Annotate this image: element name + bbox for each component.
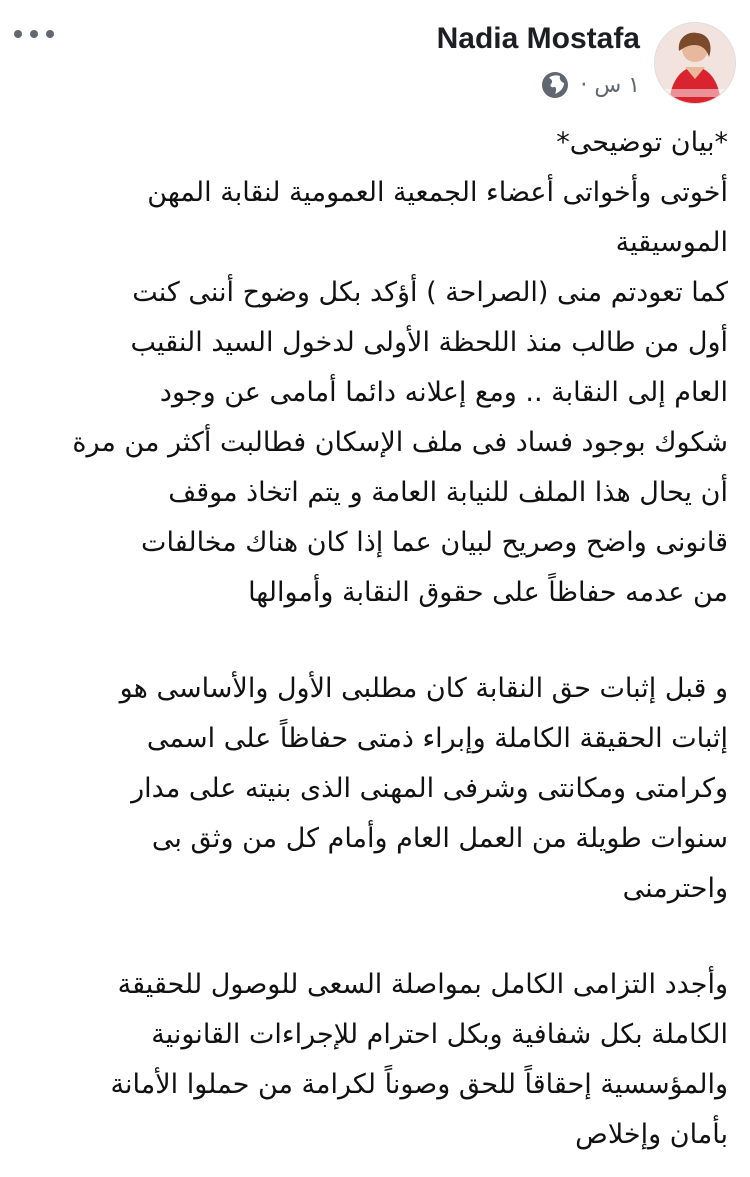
- text-line: و قبل إثبات حق النقابة كان مطلبى الأول والأساسى هو: [119, 673, 728, 704]
- globe-icon[interactable]: [540, 70, 570, 100]
- more-options-icon[interactable]: [14, 22, 54, 46]
- text-line: الموسيقية: [615, 227, 728, 258]
- post-text: [24, 118, 728, 1160]
- text-line: شكوك بوجود فساد فى ملف الإسكان فطالبت أكثر من مرة: [72, 427, 728, 458]
- more-dot: [14, 30, 22, 38]
- author-name[interactable]: Nadia Mostafa: [436, 22, 640, 55]
- more-dot: [46, 30, 54, 38]
- text-line: أن يحال هذا الملف للنيابة العامة و يتم اتخاذ موقف: [168, 477, 728, 508]
- post-time[interactable]: ١ س ·: [580, 72, 640, 98]
- more-dot: [30, 30, 38, 38]
- text-line: قانونى واضح وصريح لبيان عما إذا كان هناك مخالفات: [141, 527, 728, 558]
- text-line: بأمان وإخلاص: [575, 1119, 728, 1150]
- post-meta: [540, 70, 640, 100]
- text-line: واحترمنى: [622, 873, 728, 904]
- avatar[interactable]: [654, 22, 736, 104]
- text-line: الكاملة بكل شفافية وبكل احترام للإجراءات القانونية: [151, 1019, 728, 1050]
- paragraph-gap: [24, 618, 728, 664]
- text-line: إثبات الحقيقة الكاملة وإبراء ذمتى حفاظاً على اسمى: [146, 723, 728, 754]
- text-line: العام إلى النقابة .. ومع إعلانه دائما أمامى عن وجود: [159, 377, 728, 408]
- post-title: *بيان توضيحى*: [556, 127, 728, 158]
- text-line: من عدمه حفاظاً على حقوق النقابة وأموالها: [248, 577, 728, 608]
- text-line: أخوتى وأخواتى أعضاء الجمعية العمومية لنقابة المهن: [147, 177, 728, 208]
- text-line: والمؤسسية إحقاقاً للحق وصوناً لكرامة من حملوا الأمانة: [110, 1069, 728, 1100]
- paragraph-gap: [24, 914, 728, 960]
- text-line: سنوات طويلة من العمل العام وأمام كل من وثق بى: [151, 823, 728, 854]
- text-line: وكرامتى ومكانتى وشرفى المهنى الذى بنيته على مدار: [131, 773, 728, 804]
- text-line: وأجدد التزامى الكامل بمواصلة السعى للوصول للحقيقة: [117, 969, 728, 1000]
- text-line: كما تعودتم منى (الصراحة ) أؤكد بكل وضوح أننى كنت: [132, 277, 728, 308]
- text-line: أول من طالب منذ اللحظة الأولى لدخول السيد النقيب: [130, 327, 728, 358]
